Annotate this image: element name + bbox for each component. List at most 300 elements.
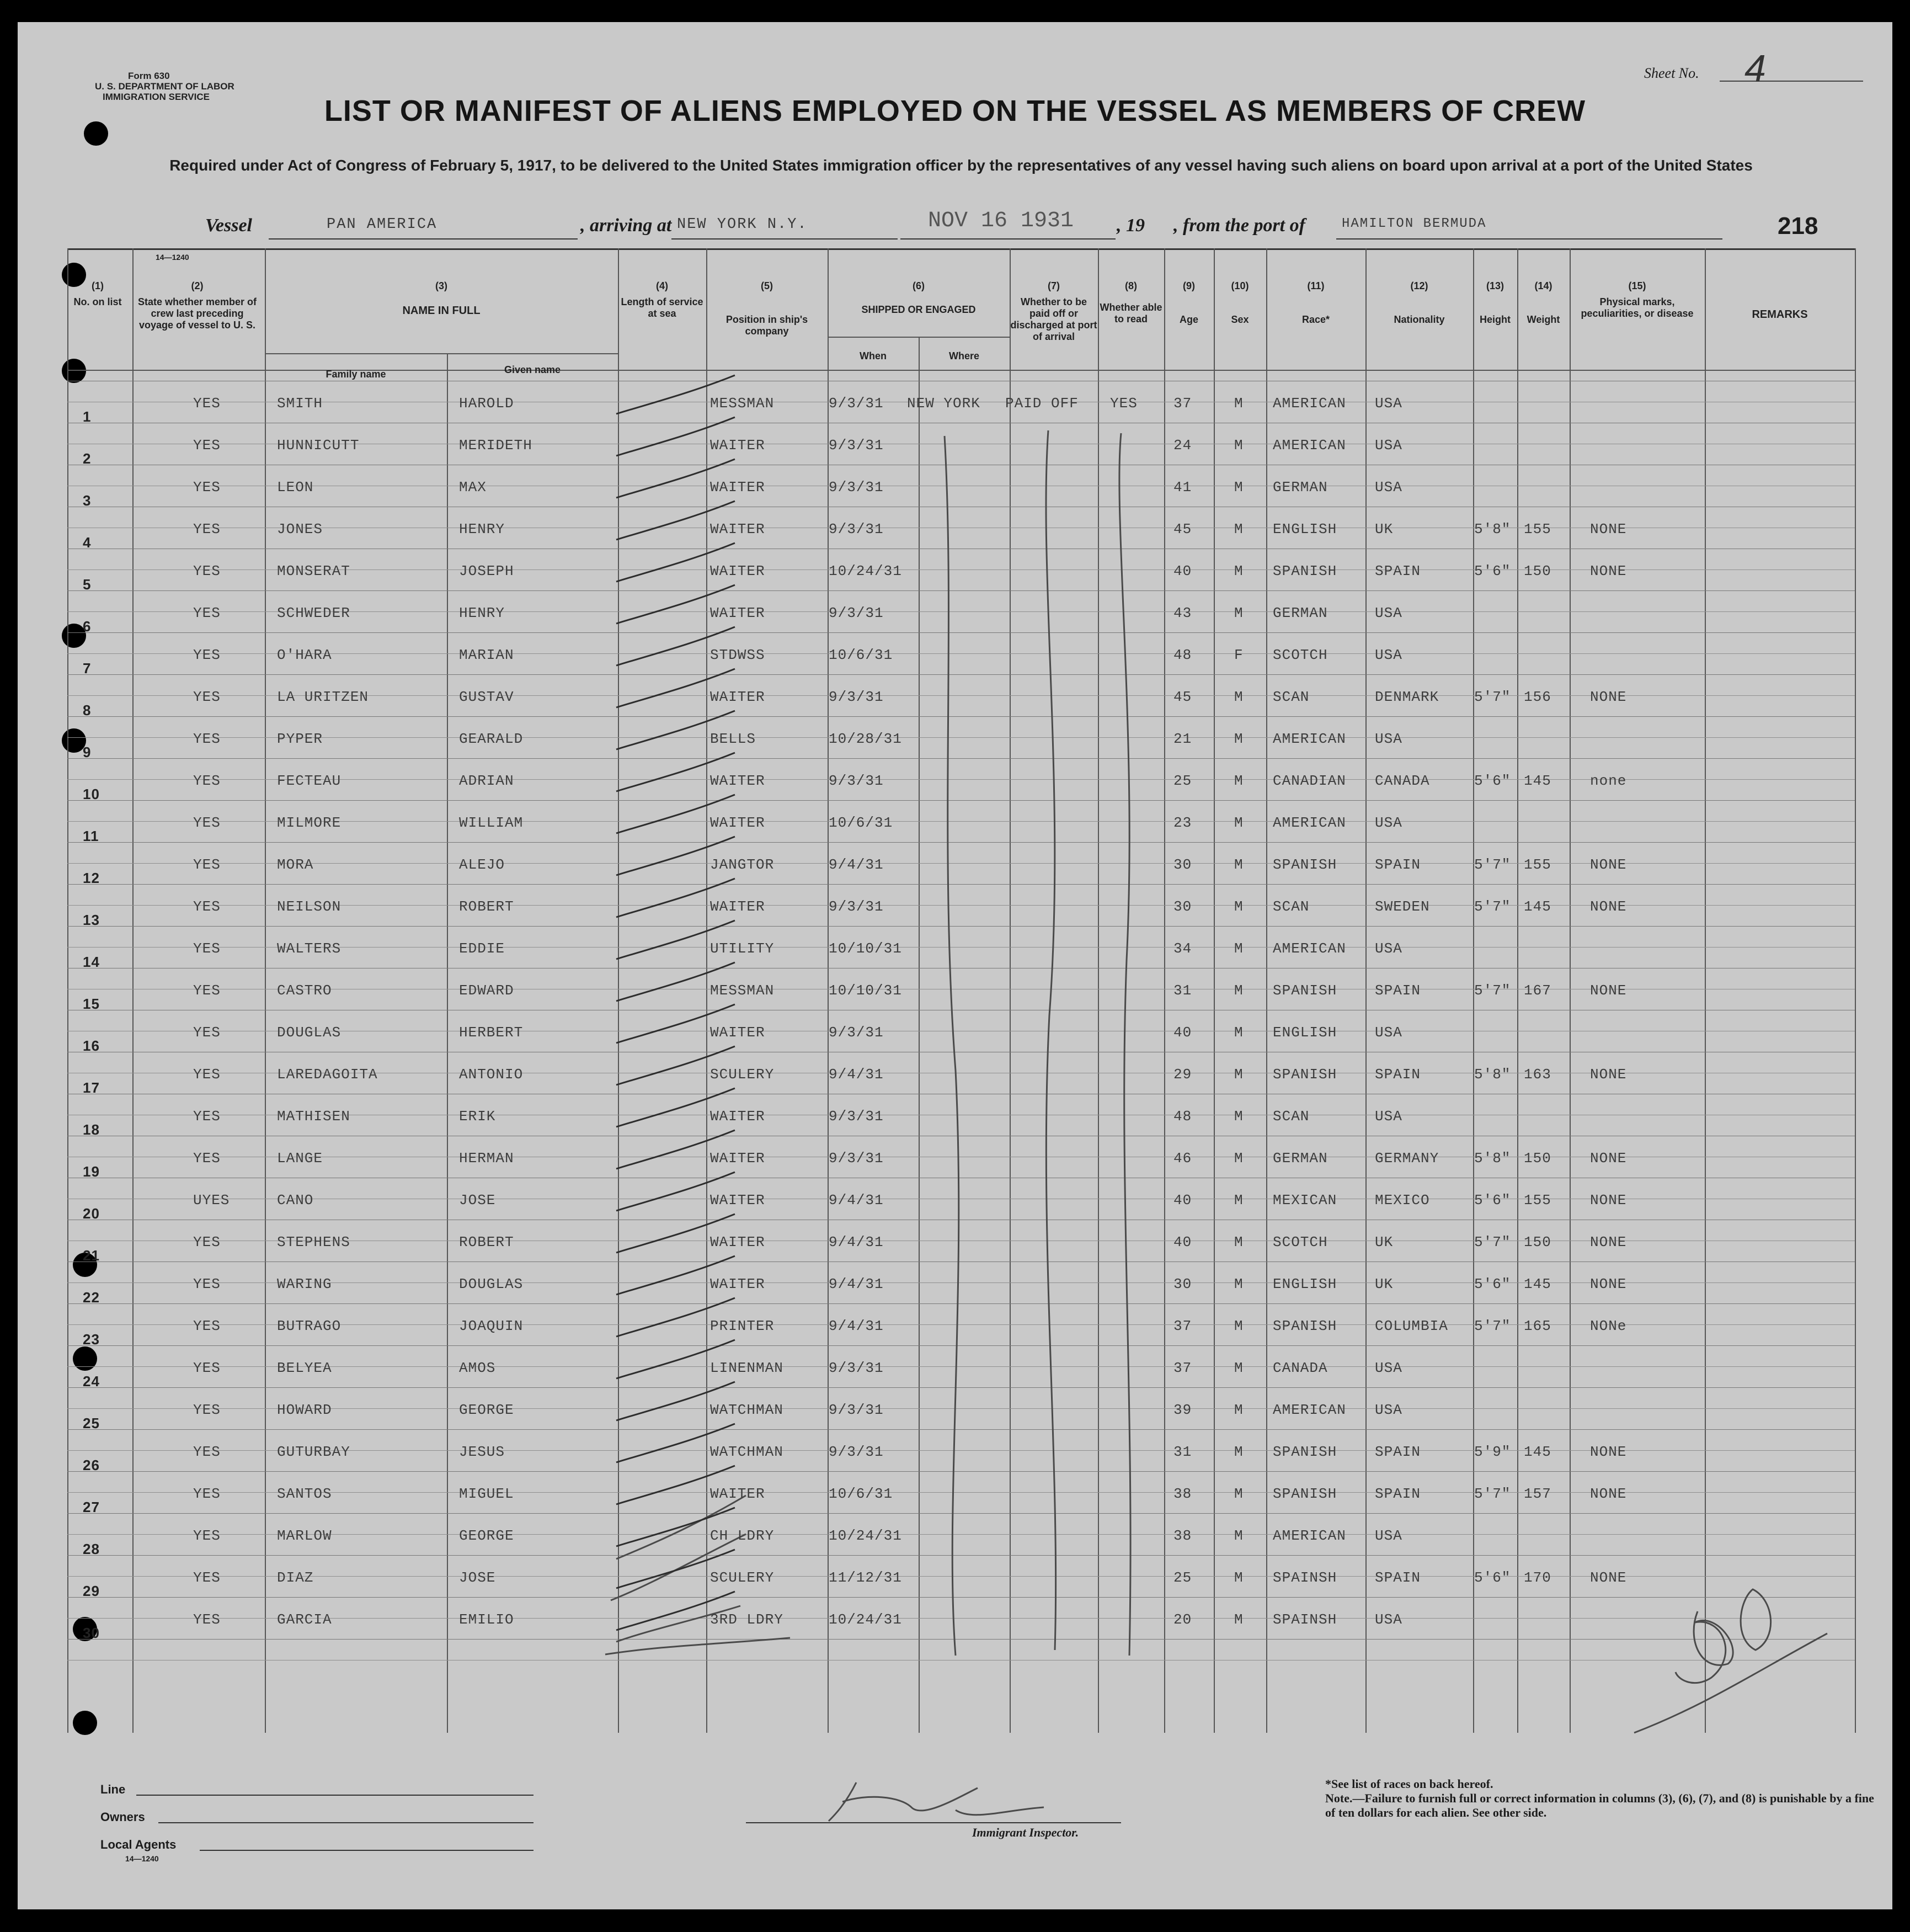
row-sex-cell: M <box>1234 1192 1244 1209</box>
row-sex-cell: M <box>1234 1024 1244 1041</box>
row-sex-cell: M <box>1234 898 1244 915</box>
row-wt-cell: 170 <box>1524 1569 1551 1586</box>
row-race-cell: GERMAN <box>1273 605 1328 621</box>
row-ht-cell: 5'7" <box>1474 1486 1511 1502</box>
row-race-cell: AMERICAN <box>1273 1402 1346 1418</box>
row-no-cell: 12 <box>83 870 100 886</box>
row-nat-cell: CANADA <box>1375 773 1430 789</box>
row-wt-cell: 156 <box>1524 689 1551 705</box>
row-ht-cell: 5'6" <box>1474 1569 1511 1586</box>
row-wt-cell: 145 <box>1524 1276 1551 1292</box>
row-when-cell: 9/3/31 <box>829 479 884 496</box>
row-wt-cell: 167 <box>1524 982 1551 999</box>
row-when-cell: 9/3/31 <box>829 773 884 789</box>
row-given-cell: HENRY <box>459 605 505 621</box>
col-9-number: (9) <box>1183 280 1195 291</box>
row-no-cell: 27 <box>83 1499 100 1515</box>
col-8-number: (8) <box>1125 280 1137 291</box>
row-family-cell: BELYEA <box>277 1360 332 1376</box>
row-given-cell: MAX <box>459 479 487 496</box>
row-ht-cell: 5'9" <box>1474 1444 1511 1460</box>
row-sex-cell: M <box>1234 1527 1244 1544</box>
row-when-cell: 9/3/31 <box>829 689 884 705</box>
row-pos-cell: PRINTER <box>710 1318 775 1334</box>
row-no-cell: 10 <box>83 786 100 802</box>
row-no-cell: 22 <box>83 1289 100 1306</box>
row-no-cell: 19 <box>83 1163 100 1180</box>
row-sex-cell: M <box>1234 1402 1244 1418</box>
row-race-cell: AMERICAN <box>1273 940 1346 957</box>
vessel-label: Vessel <box>205 215 252 236</box>
row-sex-cell: F <box>1234 647 1244 663</box>
row-sex-cell: M <box>1234 1150 1244 1167</box>
row-age-cell: 48 <box>1173 1108 1192 1125</box>
row-age-cell: 40 <box>1173 1192 1192 1209</box>
row-age-cell: 40 <box>1173 563 1192 579</box>
row-age-cell: 23 <box>1173 815 1192 831</box>
row-prev-cell: YES <box>193 1150 221 1167</box>
row-age-cell: 25 <box>1173 1569 1192 1586</box>
remarks-header: REMARKS <box>1752 308 1808 321</box>
row-pos-cell: WAITER <box>710 437 765 454</box>
row-family-cell: LAREDAGOITA <box>277 1066 378 1083</box>
row-prev-cell: YES <box>193 437 221 454</box>
row-sex-cell: M <box>1234 1318 1244 1334</box>
row-no-cell: 20 <box>83 1205 100 1222</box>
row-prev-cell: YES <box>193 1486 221 1502</box>
row-race-cell: AMERICAN <box>1273 731 1346 747</box>
row-family-cell: WALTERS <box>277 940 342 957</box>
row-given-cell: HAROLD <box>459 395 514 412</box>
row-family-cell: DOUGLAS <box>277 1024 342 1041</box>
row-age-cell: 37 <box>1173 1360 1192 1376</box>
row-prev-cell: YES <box>193 1611 221 1628</box>
row-prev-cell: YES <box>193 940 221 957</box>
sheet-number-label: Sheet No. <box>1644 65 1699 81</box>
row-given-cell: EMILIO <box>459 1611 514 1628</box>
row-sex-cell: M <box>1234 940 1244 957</box>
row-when-cell: 9/3/31 <box>829 437 884 454</box>
row-no-cell: 13 <box>83 912 100 928</box>
row-family-cell: SMITH <box>277 395 323 412</box>
row-family-cell: GUTURBAY <box>277 1444 350 1460</box>
row-nat-cell: SWEDEN <box>1375 898 1430 915</box>
row-sex-cell: M <box>1234 1108 1244 1125</box>
fine-note: Note.—Failure to furnish full or correct information in columns (3), (6), (7), and (8) is punishable by a fine of ten dollars for each alien. See other side. <box>1325 1791 1874 1819</box>
row-race-cell: SPANISH <box>1273 1444 1337 1460</box>
row-when-cell: 9/3/31 <box>829 1402 884 1418</box>
row-prev-cell: YES <box>193 731 221 747</box>
row-when-cell: 9/4/31 <box>829 1234 884 1250</box>
row-race-cell: GERMAN <box>1273 479 1328 496</box>
row-family-cell: LA URITZEN <box>277 689 369 705</box>
row-race-cell: SCAN <box>1273 689 1310 705</box>
row-prev-cell: YES <box>193 1318 221 1334</box>
row-pos-cell: WAITER <box>710 1024 765 1041</box>
row-age-cell: 48 <box>1173 647 1192 663</box>
row-when-cell: 11/12/31 <box>829 1569 902 1586</box>
row-given-cell: GEORGE <box>459 1402 514 1418</box>
row-wt-cell: 155 <box>1524 856 1551 873</box>
col-10-number: (10) <box>1231 280 1249 291</box>
row-pos-cell: MESSMAN <box>710 982 775 999</box>
row-race-cell: SPAINSH <box>1273 1611 1337 1628</box>
given-name-header: Given name <box>504 364 561 375</box>
row-ht-cell: 5'6" <box>1474 773 1511 789</box>
row-pos-cell: WAITER <box>710 563 765 579</box>
row-when-cell: 9/3/31 <box>829 395 884 412</box>
row-race-cell: CANADIAN <box>1273 773 1346 789</box>
row-no-cell: 28 <box>83 1541 100 1557</box>
col-5-number: (5) <box>761 280 773 291</box>
row-family-cell: CASTRO <box>277 982 332 999</box>
row-family-cell: CANO <box>277 1192 314 1209</box>
department-name: U. S. DEPARTMENT OF LABOR <box>95 81 234 92</box>
row-given-cell: JOSEPH <box>459 563 514 579</box>
row-wt-cell: 150 <box>1524 563 1551 579</box>
row-no-cell: 8 <box>83 702 92 718</box>
row-age-cell: 46 <box>1173 1150 1192 1167</box>
col-15-number: (15) <box>1628 280 1646 291</box>
row-family-cell: MARLOW <box>277 1527 332 1544</box>
row-given-cell: GEORGE <box>459 1527 514 1544</box>
row-race-cell: ENGLISH <box>1273 1024 1337 1041</box>
row-family-cell: MORA <box>277 856 314 873</box>
row-family-cell: JONES <box>277 521 323 537</box>
row-race-cell: SPANISH <box>1273 563 1337 579</box>
row-race-cell: AMERICAN <box>1273 1527 1346 1544</box>
row-age-cell: 24 <box>1173 437 1192 454</box>
col-4-header: Length of service at sea <box>621 296 703 319</box>
row-sex-cell: M <box>1234 1066 1244 1083</box>
row-prev-cell: YES <box>193 521 221 537</box>
row-race-cell: SPANISH <box>1273 1486 1337 1502</box>
row-prev-cell: YES <box>193 773 221 789</box>
row-family-cell: HUNNICUTT <box>277 437 360 454</box>
row-when-cell: 9/3/31 <box>829 898 884 915</box>
row-age-cell: 25 <box>1173 773 1192 789</box>
row-marks-cell: NONE <box>1590 1234 1627 1250</box>
row-wt-cell: 165 <box>1524 1318 1551 1334</box>
row-family-cell: SANTOS <box>277 1486 332 1502</box>
row-no-cell: 16 <box>83 1037 100 1054</box>
row-given-cell: ROBERT <box>459 898 514 915</box>
row-given-cell: ERIK <box>459 1108 496 1125</box>
row-marks-cell: NONE <box>1590 1444 1627 1460</box>
row-age-cell: 34 <box>1173 940 1192 957</box>
row-given-cell: HERBERT <box>459 1024 524 1041</box>
row-prev-cell: YES <box>193 689 221 705</box>
row-no-cell: 23 <box>83 1331 100 1348</box>
row-when-cell: 9/3/31 <box>829 1360 884 1376</box>
row-no-cell: 7 <box>83 660 92 677</box>
page-title: LIST OR MANIFEST OF ALIENS EMPLOYED ON THE VESSEL AS MEMBERS OF CREW <box>324 94 1586 127</box>
row-pos-cell: WAITER <box>710 898 765 915</box>
row-prev-cell: YES <box>193 1444 221 1460</box>
row-nat-cell: SPAIN <box>1375 1486 1421 1502</box>
row-nat-cell: UK <box>1375 1276 1394 1292</box>
row-race-cell: SPAINSH <box>1273 1569 1337 1586</box>
row-age-cell: 30 <box>1173 856 1192 873</box>
row-pos-cell: WATCHMAN <box>710 1402 783 1418</box>
col-1-number: (1) <box>92 280 104 291</box>
row-no-cell: 18 <box>83 1121 100 1138</box>
row-sex-cell: M <box>1234 1234 1244 1250</box>
col-12-header: Nationality <box>1394 314 1445 325</box>
row-race-cell: ENGLISH <box>1273 1276 1337 1292</box>
row-race-cell: SPANISH <box>1273 1318 1337 1334</box>
row-prev-cell: YES <box>193 605 221 621</box>
row-given-cell: DOUGLAS <box>459 1276 524 1292</box>
row-race-cell: AMERICAN <box>1273 437 1346 454</box>
page-subtitle: Required under Act of Congress of February 5, 1917, to be delivered to the United States immigration officer by the representatives of any vessel having such aliens on board upon arrival at a port of the United States <box>169 157 1753 174</box>
row-family-cell: SCHWEDER <box>277 605 350 621</box>
row-when-cell: 10/28/31 <box>829 731 902 747</box>
row-given-cell: MARIAN <box>459 647 514 663</box>
row-nat-cell: USA <box>1375 1360 1402 1376</box>
row-family-cell: LANGE <box>277 1150 323 1167</box>
row-sex-cell: M <box>1234 437 1244 454</box>
row-marks-cell: NONE <box>1590 563 1627 579</box>
row-no-cell: 25 <box>83 1415 100 1431</box>
row-nat-cell: USA <box>1375 605 1402 621</box>
row-family-cell: MATHISEN <box>277 1108 350 1125</box>
row-nat-cell: UK <box>1375 1234 1394 1250</box>
col-7-number: (7) <box>1048 280 1060 291</box>
col-13-header: Height <box>1480 314 1511 325</box>
row-pos-cell: WAITER <box>710 1486 765 1502</box>
row-race-cell: SCAN <box>1273 1108 1310 1125</box>
row-sex-cell: M <box>1234 395 1244 412</box>
row-pos-cell: WAITER <box>710 1234 765 1250</box>
row-prev-cell: YES <box>193 647 221 663</box>
row-marks-cell: NONE <box>1590 982 1627 999</box>
row-when-cell: 9/4/31 <box>829 1066 884 1083</box>
row-race-cell: SCOTCH <box>1273 647 1328 663</box>
row-given-cell: JOAQUIN <box>459 1318 524 1334</box>
row-pos-cell: STDWSS <box>710 647 765 663</box>
row-prev-cell: YES <box>193 856 221 873</box>
col-3-number: (3) <box>435 280 447 291</box>
row-wt-cell: 145 <box>1524 773 1551 789</box>
row-nat-cell: USA <box>1375 815 1402 831</box>
row-prev-cell: YES <box>193 1276 221 1292</box>
row-sex-cell: M <box>1234 1444 1244 1460</box>
row-when-cell: 9/3/31 <box>829 1024 884 1041</box>
row-ht-cell: 5'6" <box>1474 1276 1511 1292</box>
row-family-cell: NEILSON <box>277 898 342 915</box>
row-no-cell: 9 <box>83 744 92 760</box>
row-family-cell: FECTEAU <box>277 773 342 789</box>
row-nat-cell: SPAIN <box>1375 982 1421 999</box>
date-stamp: NOV 16 1931 <box>928 209 1074 233</box>
vessel-name: PAN AMERICA <box>327 216 438 233</box>
row-given-cell: JOSE <box>459 1192 496 1209</box>
row-nat-cell: SPAIN <box>1375 563 1421 579</box>
row-nat-cell: COLUMBIA <box>1375 1318 1448 1334</box>
service-name: IMMIGRATION SERVICE <box>103 92 210 102</box>
row-family-cell: PYPER <box>277 731 323 747</box>
col-15-header: Physical marks, peculiarities, or disease <box>1581 296 1694 319</box>
row-family-cell: WARING <box>277 1276 332 1292</box>
row-when-cell: 9/4/31 <box>829 1192 884 1209</box>
row-pos-cell: WAITER <box>710 1192 765 1209</box>
row-given-cell: EDDIE <box>459 940 505 957</box>
row-sex-cell: M <box>1234 1569 1244 1586</box>
row-nat-cell: SPAIN <box>1375 1444 1421 1460</box>
row-race-cell: SPANISH <box>1273 1066 1337 1083</box>
row-age-cell: 39 <box>1173 1402 1192 1418</box>
col-10-header: Sex <box>1231 314 1249 325</box>
inspector-label: Immigrant Inspector. <box>972 1825 1079 1839</box>
row-ht-cell: 5'7" <box>1474 1234 1511 1250</box>
row-when-cell: 9/3/31 <box>829 521 884 537</box>
row-given-cell: GEARALD <box>459 731 524 747</box>
row-prev-cell: YES <box>193 395 221 412</box>
footer-note <box>1325 1777 1877 1820</box>
row-age-cell: 30 <box>1173 898 1192 915</box>
row-no-cell: 26 <box>83 1457 100 1473</box>
row-nat-cell: USA <box>1375 437 1402 454</box>
row-sex-cell: M <box>1234 982 1244 999</box>
row-pos-cell: WATCHMAN <box>710 1444 783 1460</box>
row-pos-cell: WAITER <box>710 1108 765 1125</box>
row-prev-cell: YES <box>193 1527 221 1544</box>
row-given-cell: ALEJO <box>459 856 505 873</box>
row-sex-cell: M <box>1234 1611 1244 1628</box>
row-marks-cell: NONE <box>1590 898 1627 915</box>
row-wt-cell: 150 <box>1524 1234 1551 1250</box>
row-race-cell: MEXICAN <box>1273 1192 1337 1209</box>
row-prev-cell: YES <box>193 1569 221 1586</box>
row-given-cell: EDWARD <box>459 982 514 999</box>
row-age-cell: 40 <box>1173 1234 1192 1250</box>
row-ht-cell: 5'7" <box>1474 982 1511 999</box>
row-race-cell: SPANISH <box>1273 856 1337 873</box>
row-pos-cell: WAITER <box>710 773 765 789</box>
col-11-number: (11) <box>1307 280 1325 291</box>
row-wt-cell: 155 <box>1524 1192 1551 1209</box>
row-prev-cell: YES <box>193 1402 221 1418</box>
row-marks-cell: NONE <box>1590 521 1627 537</box>
family-name-header: Family name <box>326 369 386 380</box>
col-3-header: NAME IN FULL <box>402 305 481 317</box>
from-port-label: , from the port of <box>1173 215 1305 236</box>
row-wt-cell: 155 <box>1524 521 1551 537</box>
paid-off-value: PAID OFF <box>1005 395 1079 412</box>
row-ht-cell: 5'6" <box>1474 1192 1511 1209</box>
row-when-cell: 9/4/31 <box>829 1276 884 1292</box>
col-8-header: Whether able to read <box>1100 302 1162 324</box>
row-no-cell: 4 <box>83 534 92 551</box>
row-pos-cell: BELLS <box>710 731 756 747</box>
row-marks-cell: NONE <box>1590 1192 1627 1209</box>
row-no-cell: 29 <box>83 1583 100 1599</box>
row-race-cell: SCAN <box>1273 898 1310 915</box>
row-age-cell: 43 <box>1173 605 1192 621</box>
row-pos-cell: WAITER <box>710 1276 765 1292</box>
row-nat-cell: SPAIN <box>1375 856 1421 873</box>
col-5-header: Position in ship's company <box>725 314 808 337</box>
row-given-cell: JESUS <box>459 1444 505 1460</box>
row-marks-cell: NONe <box>1590 1318 1627 1334</box>
row-given-cell: ADRIAN <box>459 773 514 789</box>
row-given-cell: GUSTAV <box>459 689 514 705</box>
departure-port: HAMILTON BERMUDA <box>1342 216 1487 231</box>
row-sex-cell: M <box>1234 731 1244 747</box>
manifest-sheet <box>18 22 1892 1909</box>
row-age-cell: 29 <box>1173 1066 1192 1083</box>
row-no-cell: 21 <box>83 1247 100 1264</box>
row-age-cell: 45 <box>1173 521 1192 537</box>
row-when-cell: 10/24/31 <box>829 1611 902 1628</box>
row-age-cell: 38 <box>1173 1486 1192 1502</box>
row-prev-cell: YES <box>193 563 221 579</box>
row-family-cell: HOWARD <box>277 1402 332 1418</box>
row-prev-cell: YES <box>193 1108 221 1125</box>
row-pos-cell: WAITER <box>710 605 765 621</box>
row-given-cell: ANTONIO <box>459 1066 524 1083</box>
row-sex-cell: M <box>1234 521 1244 537</box>
row-prev-cell: YES <box>193 898 221 915</box>
row-when-cell: 10/10/31 <box>829 940 902 957</box>
row-age-cell: 31 <box>1173 1444 1192 1460</box>
row-prev-cell: UYES <box>193 1192 230 1209</box>
row-age-cell: 38 <box>1173 1527 1192 1544</box>
row-pos-cell: WAITER <box>710 521 765 537</box>
row-prev-cell: YES <box>193 1024 221 1041</box>
row-when-cell: 10/24/31 <box>829 1527 902 1544</box>
owners-label: Owners <box>100 1810 145 1824</box>
row-sex-cell: M <box>1234 479 1244 496</box>
row-prev-cell: YES <box>193 479 221 496</box>
row-nat-cell: USA <box>1375 395 1402 412</box>
row-race-cell: CANADA <box>1273 1360 1328 1376</box>
row-wt-cell: 163 <box>1524 1066 1551 1083</box>
shipped-where-header: Where <box>948 350 979 361</box>
races-note: *See list of races on back hereof. <box>1325 1777 1493 1791</box>
row-sex-cell: M <box>1234 815 1244 831</box>
row-no-cell: 14 <box>83 954 100 970</box>
row-age-cell: 37 <box>1173 395 1192 412</box>
row-ht-cell: 5'8" <box>1474 521 1511 537</box>
sheet-number-value: 4 <box>1744 47 1766 90</box>
row-age-cell: 31 <box>1173 982 1192 999</box>
row-nat-cell: USA <box>1375 1402 1402 1418</box>
row-nat-cell: USA <box>1375 479 1402 496</box>
row-given-cell: HENRY <box>459 521 505 537</box>
row-age-cell: 20 <box>1173 1611 1192 1628</box>
row-prev-cell: YES <box>193 982 221 999</box>
arriving-label: , arriving at <box>580 215 672 236</box>
row-wt-cell: 150 <box>1524 1150 1551 1167</box>
row-sex-cell: M <box>1234 605 1244 621</box>
row-no-cell: 5 <box>83 576 92 593</box>
row-family-cell: DIAZ <box>277 1569 314 1586</box>
row-nat-cell: USA <box>1375 940 1402 957</box>
row-race-cell: SPANISH <box>1273 982 1337 999</box>
line-label: Line <box>100 1782 126 1796</box>
row-given-cell: WILLIAM <box>459 815 524 831</box>
row-pos-cell: WAITER <box>710 815 765 831</box>
row-family-cell: STEPHENS <box>277 1234 350 1250</box>
row-no-cell: 17 <box>83 1079 100 1096</box>
row-marks-cell: NONE <box>1590 689 1627 705</box>
row-when-cell: 9/4/31 <box>829 1318 884 1334</box>
row-family-cell: LEON <box>277 479 314 496</box>
row-ht-cell: 5'8" <box>1474 1150 1511 1167</box>
row-wt-cell: 145 <box>1524 898 1551 915</box>
